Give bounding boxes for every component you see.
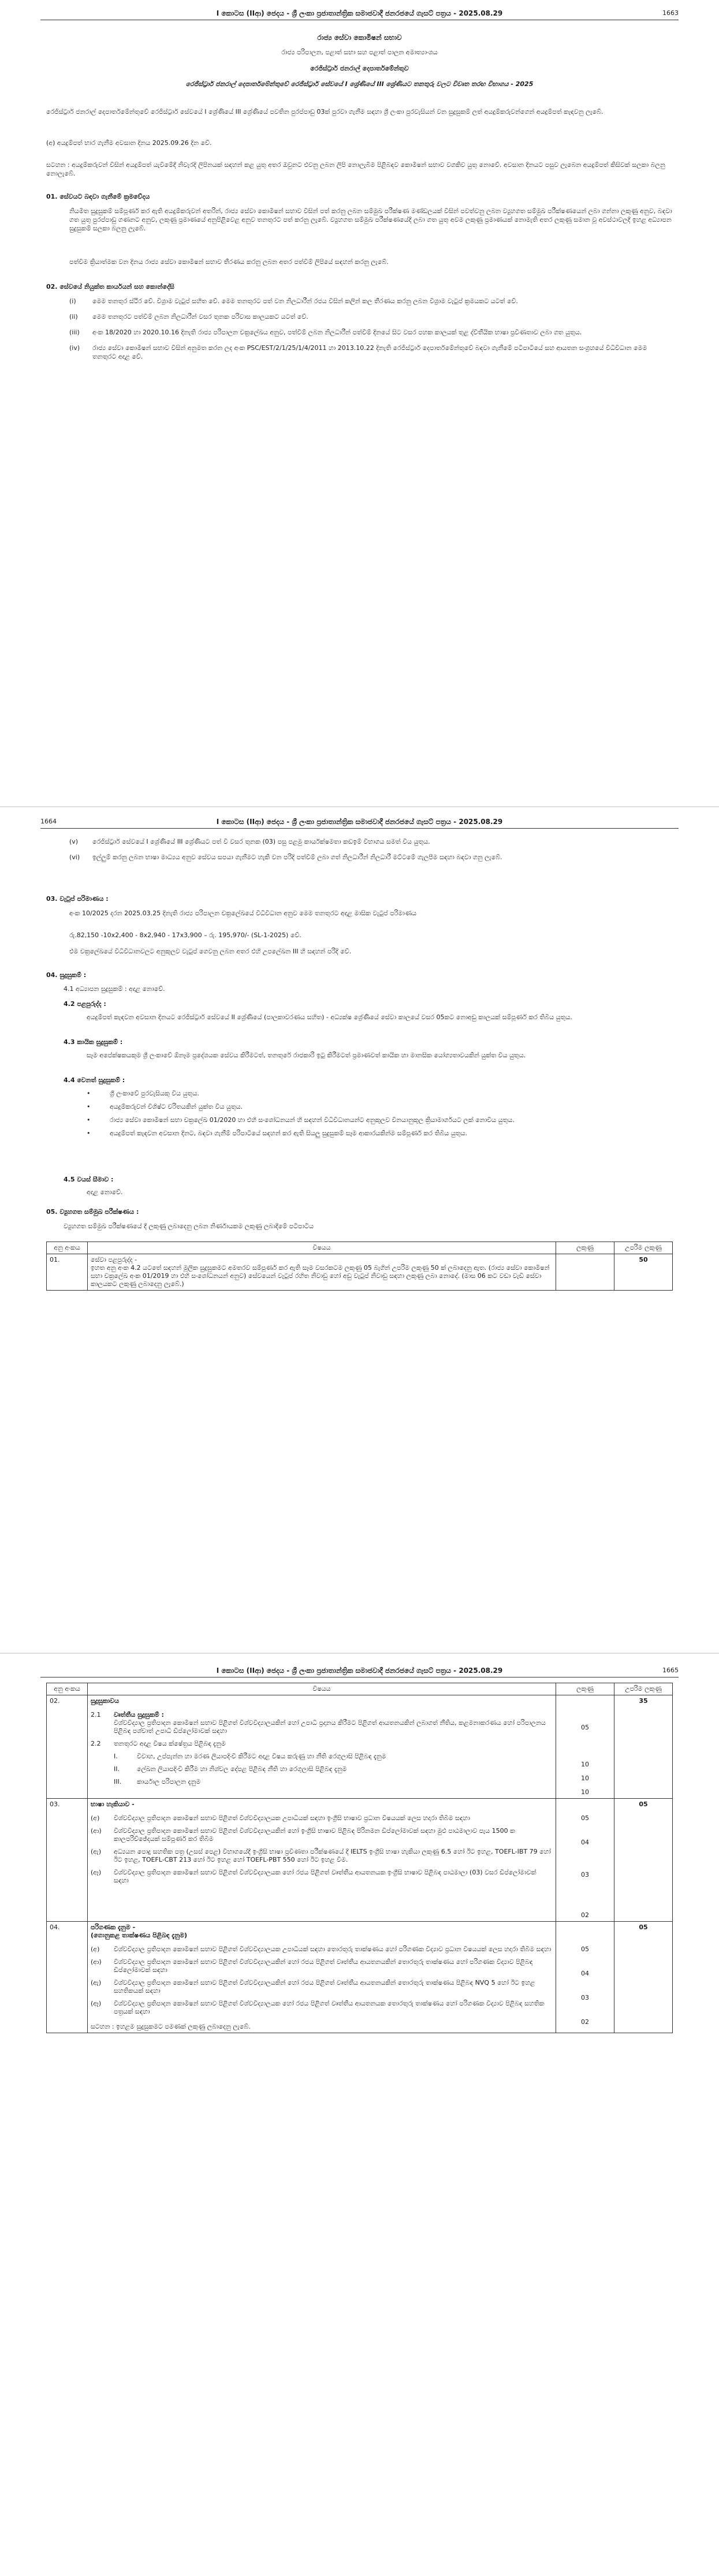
row-subject xyxy=(88,1922,556,2033)
item-number: (ii) xyxy=(69,313,78,320)
section-01-text-2: පත්වීම ක්‍රියාත්මක වන දිනය රාජ්‍ය සේවා කොමිෂන් සභාව තීරණය කරනු ලබන අතර පත්වීම් ලිපියේ සඳහන් කරනු ලැබේ. xyxy=(69,258,389,266)
row-number: 04. xyxy=(47,1922,88,2033)
section-01-heading: 01. සේවයට බඳවා ගැනීමේ ක්‍රමවේදය xyxy=(46,193,150,200)
sub-text: විශ්වවිද්‍යාල ප්‍රතිපාදන කොමිෂන් සභාව පිළිගත් විශ්වවිද්‍යාලයක උපාධියක් සඳහා ඉංග්‍රීසි භාෂාව ප්‍රධාන විෂයයක් ලෙස හදාරා තිබීම සඳහා xyxy=(114,1814,470,1822)
sub-label: (ඈ) xyxy=(91,1869,102,1876)
sub-label: (අ) xyxy=(91,1814,100,1822)
note-paragraph: සටහන : අයදුම්කරුවන් විසින් අයදුම්පත් යැවීමේදී නිවැරදි ලිපිනයක් සඳහන් කළ යුතු අතර ඔවුනට එවනු ලබන ලිපි නොලැබීම පිළිබඳව කොමිෂන් සභාව වගකිව යුතු නොවේ. අවසාන දිනයට පසුව ලැබෙන අයදුම්පත් කිසිවක් සලකා බලනු නොලැබේ. xyxy=(46,161,665,177)
row-marks: 05 04 03 02 xyxy=(556,1922,614,2033)
page-header xyxy=(40,817,679,829)
item-text: රෙජිස්ට්‍රාර් සේවයේ I ශ්‍රේණියේ III ශ්‍රේණියට පත් වී වසර තුනක (03) පසු පළමු කාර්යක්ෂමතා කඩඉම් විභාගය සමත් විය යුතුය. xyxy=(92,838,430,845)
section-03-heading: 03. වැටුප් පරිමාණය : xyxy=(46,895,109,903)
row-number: 02. xyxy=(47,1695,88,1799)
page-header xyxy=(40,8,679,20)
closing-date: (අ) අයදුම්පත් භාර ගැනීම අවසාන දිනය 2025.09.26 දින වේ. xyxy=(46,139,212,147)
col-header-no: අනු අංකය xyxy=(47,1683,88,1695)
sub-label: (අ) xyxy=(91,1945,100,1953)
sub-text: ලේඛන ලියාපදිංචි කිරීම හා නිශ්චල දේපළ පිළිබඳ නීති හා රෙගුලාසි පිළිබඳ දැනුම xyxy=(137,1765,347,1773)
section-04-heading: 04. සුදුසුකම් : xyxy=(46,971,87,979)
section-02-heading: 02. සේවයේ නියුක්ත කාර්යයන් සහ කොන්දේසි xyxy=(46,283,174,290)
row-subject xyxy=(88,1799,556,1922)
col-header-subject: විෂයය xyxy=(88,1242,556,1254)
list-item xyxy=(69,853,673,862)
org-title: රාජ්‍ය සේවා කොමිෂන් සභාව xyxy=(317,33,402,42)
sub-text: විශ්වවිද්‍යාල ප්‍රතිපාදන කොමිෂන් සභාව පිළිගත් විශ්වවිද්‍යාලයක උපාධියක් සඳහා තොරතුරු තාක්ෂණය හෝ පරිගණක විද්‍යාව ප්‍රධාන විෂයයක් ලෙස හදාරා තිබීම සඳහා xyxy=(114,1945,552,1953)
list-item: • අයදුම්පත් කැඳවන අවසාන දිනට, බඳවා ගැනීම් පරිපාටියේ සඳහන් කර ඇති සියලු සුදුසුකම් සෑම ආකාරයකින්ම සම්පූර්ණ කර තිබිය යුතුය. xyxy=(87,1129,467,1137)
section-4-4-heading: 4.4 වෙනත් සුදුසුකම් : xyxy=(64,1076,125,1084)
gazette-header-title: I කොටස (IIආ) ජෙදය - ශ්‍රී ලංකා ප්‍රජාතාන්ත්‍රික සමාජවාදී ජනරජයේ ගැසට් පත්‍රය - 2025.08.29 xyxy=(216,818,503,826)
col-header-max: උපරිම ලකුණු xyxy=(614,1242,673,1254)
item-number: (v) xyxy=(69,838,79,845)
section-4-1: 4.1 අධ්‍යාපන සුදුසුකම් : අදාළ නොවේ. xyxy=(64,985,165,993)
sub-item xyxy=(91,1869,553,1885)
sub-item xyxy=(91,1958,553,1974)
department-title: රෙජිස්ට්‍රාර් ජනරාල් දෙපාර්තමේන්තුව xyxy=(310,65,409,72)
list-item: • අයදුම්කරුවන් විශිෂ්ට චරිතයකින් යුක්ත විය යුතුය. xyxy=(87,1103,243,1110)
section-02-list xyxy=(69,297,673,368)
gazette-header-title: I කොටස (IIආ) ජෙදය - ශ්‍රී ලංකා ප්‍රජාතාන්ත්‍රික සමාජවාදී ජනරජයේ ගැසට් පත්‍රය - 2025.08.29 xyxy=(216,9,503,17)
row-number: 01. xyxy=(47,1254,88,1291)
row-title: පරිගණක දැනුම - (ගොනුකළ තාක්ෂණය පිළිබඳ දැනුම) xyxy=(91,1923,188,1939)
sub-label: (ඇ) xyxy=(91,1848,102,1855)
item-text: අංක 18/2020 හා 2020.10.16 දිනැති රාජ්‍ය පරිපාලන චක්‍රලේඛය අනුව, පත්වීම් ලබන නිලධාරීන් පත්වීම් දිනයේ සිට වසර පහක කාලයක් තුළ ද්විතීයික භාෂා ප්‍රවීණතාව ලබා ගත යුතුය. xyxy=(92,329,582,336)
item-text: රාජ්‍ය සේවා කොමිෂන් සභාව විසින් අනුමත කරන ලද අංක PSC/EST/2/1/25/1/4/2011 හා 2013.10.22 දිනැති රෙජිස්ට්‍රාර් දෙපාර්තමේන්තුවේ බඳවා ගැනීමේ පටිපාටියේ සහ ආයතන සංග්‍රහයේ විධිවිධාන මෙම තනතුරට අදාළ වේ. xyxy=(92,344,647,360)
interview-marks-table-continued xyxy=(46,1683,673,2033)
sub-item xyxy=(91,1814,553,1822)
row-marks: 05 10 10 10 xyxy=(556,1695,614,1799)
list-item xyxy=(69,297,673,305)
page-number: 1665 xyxy=(662,1667,679,1674)
item-text: රාජ්‍ය සේවා කොමිෂන් සභා චක්‍රලේඛ 01/2020 හා එහි සංශෝධනයන් හි සඳහන් විධිවිධානයන්ට අනුකූලව විනයානුකූල ක්‍රියාමාර්ගයට ලක් නොවිය යුතුය. xyxy=(110,1116,515,1124)
sub-text: විශ්වවිද්‍යාල ප්‍රතිපාදන කොමිෂන් සභාව පිළිගත් විශ්වවිද්‍යාලයකින් හෝ උපාධි ප්‍රදානය කිරීමට පිළිගත් ආයතනයකින් ලබාගත් නීතිය, කළමනාකරණය හෝ පරිපාලනය පිළිබඳ පශ්චාත් උපාධි ඩිප්ලෝමාවක් සඳහා xyxy=(114,1719,546,1735)
sub-text: විශ්වවිද්‍යාල ප්‍රතිපාදන කොමිෂන් සභාව පිළිගත් විශ්වවිද්‍යාලයකින් හෝ ඉංග්‍රීසි භාෂාව පිළිබඳ පිරිනමන ඩිප්ලෝමාවක් සඳහා මුළු පාඨමාලාව පැය 1500 ක කාලපරිච්ඡේදයක් සම්පූර්ණ කර තිබීම xyxy=(114,1827,516,1843)
row-max: 05 xyxy=(614,1922,673,2033)
page-divider xyxy=(0,1653,719,1654)
col-header-no: අනු අංකය xyxy=(47,1242,88,1254)
table-header-row xyxy=(47,1683,673,1695)
sub-heading: වෘත්තීය සුදුසුකම් : xyxy=(114,1711,164,1718)
section-4-2-heading: 4.2 පළපුරුද්ද : xyxy=(64,1000,106,1008)
section-01-text: නියමිත සුදුසුකම් සම්පූර්ණ කර ඇති අයදුම්කරුවන් අතරින්, රාජ්‍ය සේවා කොමිෂන් සභාව විසින් පත් කරනු ලබන සම්මුඛ පරීක්ෂණ මණ්ඩලයක් විසින් පවත්වනු ලබන ව්‍යුහගත සම්මුඛ පරීක්ෂණයෙන් ලබා ගන්නා ලකුණු අනුව, බඳවා ගත යුතු පුරප්පාඩු ගණනට අනුව, ලකුණු ප්‍රමාණයේ අනුපිළිවෙළ අනුව තනතුරට පත් කරනු ලැබේ. ව්‍යුහගත සම්මුඛ පරීක්ෂණයේදී ලබා ගත යුතු අවම ලකුණු ප්‍රමාණයක් නොමැති අතර ලකුණු සමාන වූ අවස්ථාවලදී ඉහළ අධ්‍යාපන සුදුසුකම් සලකා බලනු ලැබේ. xyxy=(69,207,672,232)
row-max: 50 xyxy=(614,1254,673,1291)
item-text: අයදුම්කරුවන් විශිෂ්ට චරිතයකින් යුක්ත විය යුතුය. xyxy=(110,1103,243,1110)
list-item xyxy=(69,312,673,321)
exam-title: රෙජිස්ට්‍රාර් ජනරාල් දෙපාර්තමේන්තුවේ රෙජිස්ට්‍රාර් සේවයේ I ශ්‍රේණියේ III ශ්‍රේණියට තනතුරු වලට විවෘත තරඟ විභාගය - 2025 xyxy=(185,80,534,88)
gazette-page-3 xyxy=(0,1657,719,2570)
section-03-text: අංක 10/2025 දරන 2025.03.25 දිනැති රාජ්‍ය පරිපාලන චක්‍රලේඛයේ විධිවිධාන අනුව මෙම තනතුරට අදාළ මාසික වැටුප් පරිමාණය xyxy=(69,909,417,917)
ministry-title: රාජ්‍ය පරිපාලන, පළාත් සභා සහ පළාත් පාලන අමාත්‍යාංශය xyxy=(281,49,438,56)
sub-item xyxy=(91,1711,553,1735)
section-4-3-heading: 4.3 කායික සුදුසුකම් : xyxy=(64,1038,123,1046)
list-item xyxy=(69,837,673,846)
section-03-text-2: එම චක්‍රලේඛයේ විධිවිධානවලට අනුකූලව වැටුප් ගෙවනු ලබන අතර එහි උපලේඛන III හි සඳහන් පරිදි වේ. xyxy=(69,948,352,955)
row-marks: 05 04 03 02 xyxy=(556,1799,614,1922)
sub-item xyxy=(91,1753,553,1761)
row-subject: සේවා පළපුරුද්ද - ඉහත අනු අංක 4.2 යටතේ සඳහන් මූලික සුදුසුකමට අමතරව සම්පූර්ණ කර ඇති සෑම වසරකටම ලකුණු 05 බැගින් උපරිම ලකුණු 50 ක් ලබාදෙනු ඇත. (රාජ්‍ය සේවා කොමිෂන් සභා චක්‍රලේඛ අංක 01/2019 හා එහි සංශෝධනයන් අනුව) සේවයෙන් වැටුප් රහිත නිවාඩු හෝ අඩු වැටුප් නිවාඩු සඳහා ලකුණු ලබා නොදේ. (මාස 06 කට වඩා වැඩි සේවා කාලයකට ලකුණු ලබාදෙනු ලැබේ.) xyxy=(88,1254,556,1291)
list-item: • ශ්‍රී ලංකාවේ පුරවැසියකු විය යුතුය. xyxy=(87,1090,199,1097)
gazette-header-title: I කොටස (IIආ) ජෙදය - ශ්‍රී ලංකා ප්‍රජාතාන්ත්‍රික සමාජවාදී ජනරජයේ ගැසට් පත්‍රය - 2025.08.29 xyxy=(216,1667,503,1675)
section-4-5-text: අදාළ නොවේ. xyxy=(87,1188,123,1196)
sub-label: III. xyxy=(114,1778,122,1785)
sub-item xyxy=(91,1945,553,1954)
section-4-2-text: අයදුම්පත් කැඳවන අවසාන දිනයට රෙජිස්ට්‍රාර් සේවයේ II ශ්‍රේණියේ (පාලකාවරණය සහිත) - අධ්‍යක්ෂ ශ්‍රේණියේ සේවා කාලයේ වසර 05කට නොඅඩු කාලයක් සම්පූර්ණ කර තිබිය යුතුය. xyxy=(87,1013,572,1021)
sub-text: විවාහ, උප්පැන්න හා මරණ ලියාපදිංචි කිරීමට අදාළ විෂය කරුණු හා නීති රෙගුලාසි පිළිබඳ දැනුම xyxy=(137,1753,386,1760)
sub-heading: තනතුරට අදාළ විෂය ක්ෂේත්‍රය පිළිබඳ දැනුම xyxy=(114,1740,226,1747)
col-header-marks: ලකුණු xyxy=(556,1242,614,1254)
sub-label: 2.1 xyxy=(91,1711,101,1718)
sub-item xyxy=(91,2000,553,2016)
page-divider xyxy=(0,806,719,807)
sub-text: විශ්වවිද්‍යාල ප්‍රතිපාදන කොමිෂන් සභාව පිළිගත් විශ්වවිද්‍යාලයකින් හෝ රජය පිළිගත් වෘත්තීය ආයතනයකින් තොරතුරු තාක්ෂණය පිළිබඳ NVQ 5 හෝ ඊට ඉහළ සහතිකයක් සඳහා xyxy=(114,1979,535,1995)
sub-text: විශ්වවිද්‍යාල ප්‍රතිපාදන කොමිෂන් සභාව පිළිගත් විශ්වවිද්‍යාලයක හෝ රජය පිළිගත් වෘත්තීය ආයතනයක ඉංග්‍රීසි භාෂාව පිළිබඳ පාඨමාලා (03) වසර ඩිප්ලෝමාවක් සඳහා xyxy=(114,1869,537,1884)
col-header-marks: ලකුණු xyxy=(556,1683,614,1695)
intro-paragraph: රෙජිස්ට්‍රාර් ජනරාල් දෙපාර්තමේන්තුවේ රෙජිස්ට්‍රාර් සේවයේ I ශ්‍රේණියේ III ශ්‍රේණියේ පවතින පුරප්පාඩු 03ක් පුරවා ගැනීම සඳහා ශ්‍රී ලංකා පුරවැසියන් වන සුදුසුකම් ලත් අයදුම්කරුවන්ගෙන් අයදුම්පත් කැඳවනු ලැබේ. xyxy=(46,108,603,115)
item-text: මෙම තනතුරට පත්වීම් ලබන නිලධාරීන් වසර තුනක පරිවාස කාලයකට යටත් වේ. xyxy=(92,313,308,320)
row-title: භාෂා හැකියාව - xyxy=(91,1800,135,1808)
table-row xyxy=(47,1695,673,1799)
list-item: • රාජ්‍ය සේවා කොමිෂන් සභා චක්‍රලේඛ 01/2020 හා එහි සංශෝධනයන් හි සඳහන් විධිවිධානයන්ට අනුකූලව විනයානුකූල ක්‍රියාමාර්ගයට ලක් නොවිය යුතුය. xyxy=(87,1116,515,1124)
sub-label: (ඈ) xyxy=(91,2000,102,2007)
list-item xyxy=(69,328,673,337)
item-text: ශ්‍රී ලංකාවේ පුරවැසියකු විය යුතුය. xyxy=(110,1090,199,1097)
sub-label: 2.2 xyxy=(91,1740,101,1747)
sub-text: විශ්වවිද්‍යාල ප්‍රතිපාදන කොමිෂන් සභාව පිළිගත් විශ්වවිද්‍යාලයක හෝ රජය පිළිගත් වෘත්තීය ආයතනයක තොරතුරු තාක්ෂණය හෝ පරිගණක විද්‍යාව පිළිබඳ සහතික පත්‍රයක් සඳහා xyxy=(114,2000,545,2015)
page-number: 1663 xyxy=(662,9,679,17)
sub-item xyxy=(91,1778,553,1786)
item-text: මෙම තනතුර ස්ථිර වේ. විශ්‍රාම වැටුප් සහිත වේ. මෙම තනතුරට පත් වන නිලධාරීන් රජය විසින් කලින් කල තීරණය කරනු ලබන විශ්‍රාම වැටුප් ක්‍රමයකට යටත් වේ. xyxy=(92,297,518,305)
sub-label: II. xyxy=(114,1765,120,1773)
section-02-continued xyxy=(69,837,673,862)
sub-text: අධ්‍යයන පොදු සහතික පත්‍ර (උසස් පෙළ) විභාගයේදී ඉංග්‍රීසි භාෂා ප්‍රවීණතා පරීක්ෂණයේ දී IELTS ඉංග්‍රීසි භාෂා හැකියා ලකුණු 6.5 හෝ ඊට ඉහළ, TOEFL-IBT 79 හෝ ඊට ඉහළ, TOEFL-CBT 213 හෝ ඊට ඉහළ හෝ TOEFL-PBT 550 හෝ ඊට ඉහළ වීම. xyxy=(114,1848,551,1863)
sub-item xyxy=(91,1740,553,1748)
row-number: 03. xyxy=(47,1799,88,1922)
sub-label: (ආ) xyxy=(91,1958,102,1966)
col-header-subject: විෂයය xyxy=(88,1683,556,1695)
item-text: ඉල්ලුම් කරනු ලබන භාෂා මාධ්‍යය අනුව සේවය සපයා ගැනීමට හැකි වන පරිදි පත්වීම් ලබා ගත් නිලධාරීන් නිලධාරී මට්ටමේ ගැලපීම සඳහා බඳවා ගනු ලැබේ. xyxy=(92,853,502,861)
sub-label: (ඇ) xyxy=(91,1979,102,1986)
row-marks xyxy=(556,1254,614,1291)
sub-item xyxy=(91,1765,553,1773)
table-row xyxy=(47,1922,673,2033)
item-number: (iii) xyxy=(69,329,80,336)
table-row xyxy=(47,1799,673,1922)
sub-label: I. xyxy=(114,1753,118,1760)
sub-text: කාර්යාල පරිපාලන දැනුම xyxy=(137,1778,201,1785)
item-number: (iv) xyxy=(69,344,80,352)
table-note: සටහන : ඉහළම සුදුසුකමට පමණක් ලකුණු ලබාදෙනු ලැබේ. xyxy=(91,2023,251,2030)
col-header-max: උපරිම ලකුණු xyxy=(614,1683,673,1695)
section-05-heading: 05. ව්‍යුහගත සම්මුඛ පරීක්ෂණය : xyxy=(46,1208,139,1216)
item-number: (i) xyxy=(69,297,76,305)
sub-label: (ආ) xyxy=(91,1827,102,1835)
salary-scale: රු.82,150 -10x2,400 - 8x2,940 - 17x3,900 – රු. 195,970/- (SL-1-2025) වේ. xyxy=(69,931,301,939)
section-4-5-heading: 4.5 වයස් සීමාව : xyxy=(64,1176,114,1183)
item-number: (vi) xyxy=(69,853,80,861)
table-row xyxy=(47,1254,673,1291)
row-max: 05 xyxy=(614,1799,673,1922)
gazette-page-2 xyxy=(0,808,719,1652)
sub-item xyxy=(91,1848,553,1864)
table-header-row xyxy=(47,1242,673,1254)
list-item xyxy=(69,344,673,361)
gazette-page-1 xyxy=(0,0,719,806)
row-max: 35 xyxy=(614,1695,673,1799)
page-header xyxy=(40,1665,679,1677)
row-subject xyxy=(88,1695,556,1799)
sub-item xyxy=(91,1979,553,1995)
row-title: සුදුසුකාවය xyxy=(91,1697,120,1705)
sub-item xyxy=(91,1827,553,1843)
section-05-text: ව්‍යුහගත සම්මුඛ පරීක්ෂණයේ දී ලකුණු ලබාදෙනු ලබන නිර්ණායකම ලකුණු ලබාදීමේ පටිපාටිය xyxy=(64,1222,314,1230)
section-4-4-list xyxy=(87,1089,673,1138)
interview-marks-table xyxy=(46,1242,673,1291)
sub-text: විශ්වවිද්‍යාල ප්‍රතිපාදන කොමිෂන් සභාව පිළිගත් විශ්වවිද්‍යාලයකින් හෝ රජය පිළිගත් වෘත්තීය ආයතනයකින් තොරතුරු තාක්ෂණය හෝ පරිගණක විද්‍යාව පිළිබඳ ඩිප්ලෝමාවක් සඳහා xyxy=(114,1958,533,1974)
item-text: අයදුම්පත් කැඳවන අවසාන දිනට, බඳවා ගැනීම් පරිපාටියේ සඳහන් කර ඇති සියලු සුදුසුකම් සෑම ආකාරයකින්ම සම්පූර්ණ කර තිබිය යුතුය. xyxy=(110,1129,467,1137)
section-4-3-text: සෑම අපේක්ෂකයකුම ශ්‍රී ලංකාවේ ඕනෑම ප්‍රදේශයක සේවය කිරීමටත්, තනතුරේ රාජකාරි ඉටු කිරීමටත් ප්‍රමාණවත් කායික හා මානසික යෝග්‍යතාවයකින් යුක්ත විය යුතුය. xyxy=(87,1052,526,1059)
page-number: 1664 xyxy=(40,818,57,825)
